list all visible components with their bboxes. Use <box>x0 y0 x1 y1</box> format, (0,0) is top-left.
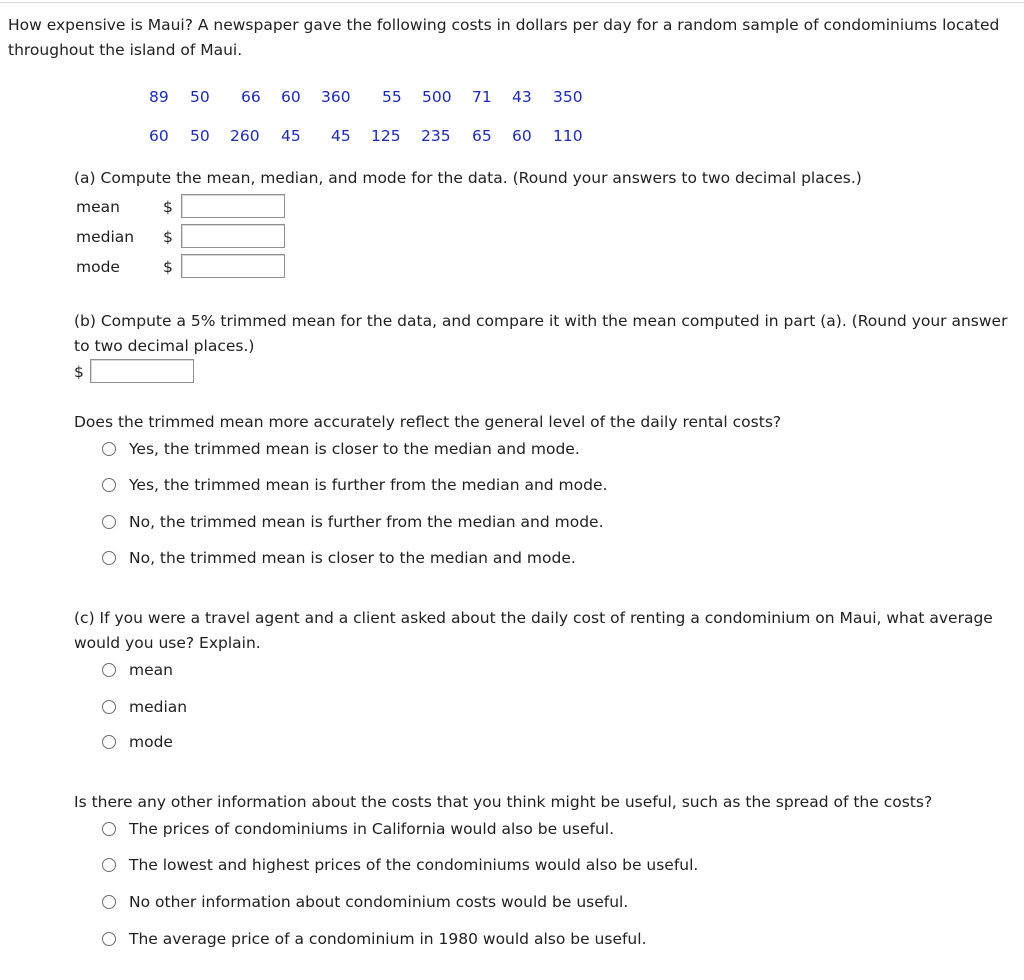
currency-symbol: $ <box>74 363 84 381</box>
data-value: 55 <box>382 88 402 106</box>
data-value: 43 <box>512 88 532 106</box>
currency-symbol: $ <box>163 258 173 276</box>
data-value: 89 <box>149 88 169 106</box>
radio-option-label: No, the trimmed mean is closer to the median and mode. <box>129 549 576 567</box>
radio-option-label: No other information about condominium costs would be useful. <box>129 893 629 911</box>
data-value: 125 <box>371 127 401 145</box>
data-value: 110 <box>553 127 583 145</box>
radio-option-label: Yes, the trimmed mean is closer to the median and mode. <box>129 440 580 458</box>
radio-button[interactable] <box>102 822 116 836</box>
data-value: 360 <box>321 88 351 106</box>
mode-input[interactable] <box>181 254 285 278</box>
radio-option-label: mode <box>129 733 173 751</box>
radio-button[interactable] <box>102 932 116 946</box>
radio-option-label: The average price of a condominium in 1980 would also be useful. <box>129 930 647 948</box>
median-input[interactable] <box>181 224 285 248</box>
radio-button[interactable] <box>102 895 116 909</box>
top-divider <box>0 2 1024 3</box>
data-value: 60 <box>149 127 169 145</box>
median-label: median <box>76 228 135 246</box>
data-value: 66 <box>241 88 261 106</box>
data-value: 260 <box>230 127 260 145</box>
data-value: 60 <box>512 127 532 145</box>
mode-label: mode <box>76 258 120 276</box>
radio-option-label: mean <box>129 661 173 679</box>
part-b-question: Does the trimmed mean more accurately reflect the general level of the daily rental costs? <box>74 413 782 431</box>
radio-option-label: The lowest and highest prices of the condominiums would also be useful. <box>129 856 699 874</box>
radio-button[interactable] <box>102 442 116 456</box>
currency-symbol: $ <box>163 198 173 216</box>
currency-symbol: $ <box>163 228 173 246</box>
part-c-prompt: (c) If you were a travel agent and a client asked about the daily cost of renting a condominium on Maui, what average would you use? Explain. <box>74 609 993 652</box>
data-value: 500 <box>422 88 452 106</box>
radio-option-label: median <box>129 698 188 716</box>
part-b-prompt: (b) Compute a 5% trimmed mean for the data, and compare it with the mean computed in part (a). (Round your answer to two decimal places.) <box>74 312 1008 355</box>
radio-button[interactable] <box>102 700 116 714</box>
data-value: 45 <box>331 127 351 145</box>
radio-option-label: Yes, the trimmed mean is further from the median and mode. <box>129 476 608 494</box>
mean-input[interactable] <box>181 194 285 218</box>
radio-button[interactable] <box>102 858 116 872</box>
data-value: 350 <box>553 88 583 106</box>
radio-button[interactable] <box>102 515 116 529</box>
data-value: 65 <box>472 127 492 145</box>
data-value: 50 <box>190 127 210 145</box>
data-value: 60 <box>281 88 301 106</box>
radio-option-label: No, the trimmed mean is further from the median and mode. <box>129 513 604 531</box>
radio-button[interactable] <box>102 551 116 565</box>
trimmed-mean-input[interactable] <box>90 359 194 383</box>
data-value: 235 <box>421 127 451 145</box>
radio-option-label: The prices of condominiums in California would also be useful. <box>129 820 614 838</box>
problem-intro: How expensive is Maui? A newspaper gave the following costs in dollars per day for a random sample of condominiums located throughout the island of Maui. <box>8 16 1000 59</box>
data-value: 45 <box>281 127 301 145</box>
data-value: 50 <box>190 88 210 106</box>
part-a-prompt: (a) Compute the mean, median, and mode for the data. (Round your answers to two decimal places.) <box>74 169 862 187</box>
mean-label: mean <box>76 198 120 216</box>
radio-button[interactable] <box>102 735 116 749</box>
data-value: 71 <box>472 88 492 106</box>
radio-button[interactable] <box>102 663 116 677</box>
part-c-question: Is there any other information about the costs that you think might be useful, such as the spread of the costs? <box>74 793 933 811</box>
radio-button[interactable] <box>102 478 116 492</box>
